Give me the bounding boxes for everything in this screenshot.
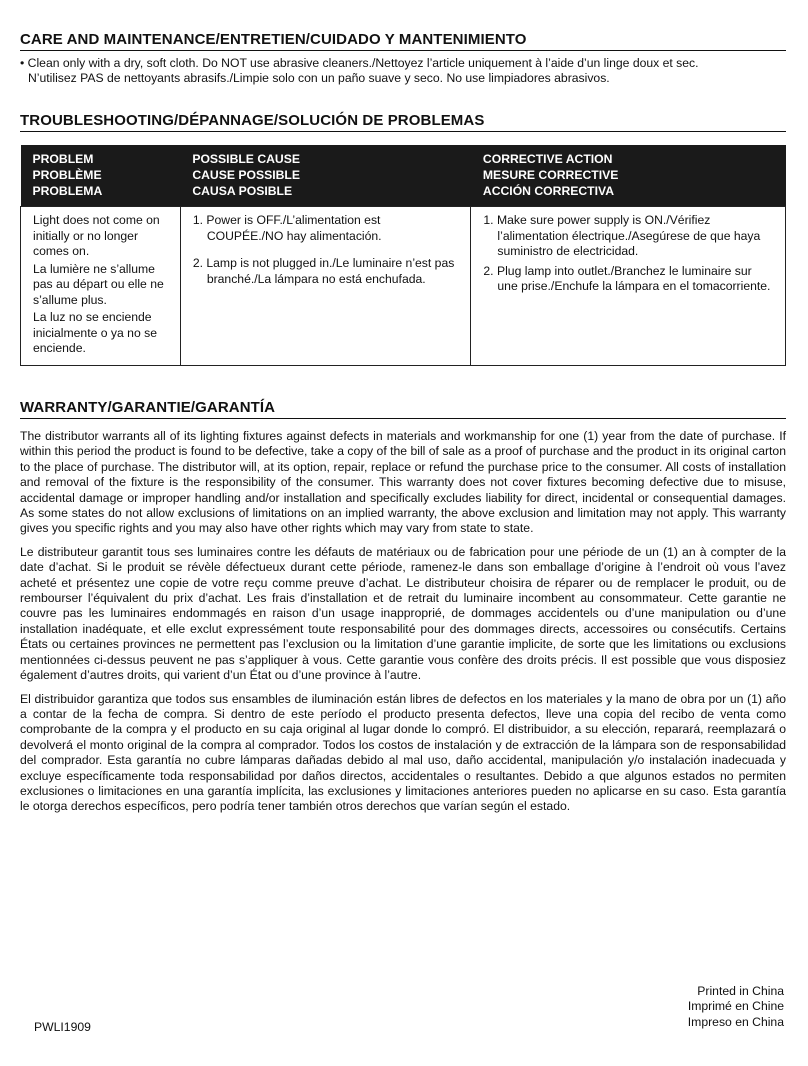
header-action: CORRECTIVE ACTION MESURE CORRECTIVE ACCIÓN CORRECTIVA — [471, 145, 786, 207]
document-code: PWLI1909 — [34, 1020, 91, 1034]
cause-1: 1. Power is OFF./L’alimentation est COUPÉE./NO hay alimentación. — [192, 213, 382, 243]
printed-in — [688, 984, 784, 1030]
care-text — [20, 56, 786, 86]
printed-en: Printed in China — [697, 984, 784, 998]
care-heading: CARE AND MAINTENANCE/ENTRETIEN/CUIDADO Y MANTENIMIENTO — [20, 31, 786, 51]
problem-cell — [21, 207, 181, 366]
action-cell — [471, 207, 786, 366]
warranty-spanish: El distribuidor garantiza que todos sus ensambles de iluminación están libres de defectos en los materiales y la mano de obra por un (1) año a contar de la fecha de compra. Si dentro de este período el producto presenta defectos, lleve una copia del recibo de venta como comprobante de la compra y el producto en su caja original al lugar donde lo compró. El distribuidor, a su elección, reparará, reemplazará o devolverá el monto original de la compra al comprador. Todos los costos de instalación y de extracción de la lámpara son de responsabilidad del comprador. Esta garantía no cubre lámparas dañadas debido al mal uso, daño accidental, manipulación y/o instalación inadecuada y excluye específicamente toda responsabilidad por daños directos, accidentales o resultantes. Debido a que algunos estados no permiten exclusiones o limitaciones en una garantía implícita, las exclusiones y limitaciones anteriores pueden no aplicarse en su caso. Esta garantía le otorga derechos específicos, pero podría tener también otros derechos que varían según el estado. — [20, 691, 786, 814]
table-row — [21, 207, 786, 366]
warranty-english: The distributor warrants all of its lighting fixtures against defects in materials and workmanship for one (1) year from the date of purchase. If within this period the product is found to be defective, take a copy of the bill of sale as a proof of purchase and the product in its original carton to the place of purchase. The distributor will, at its option, repair, replace or refund the purchase price to the consumer. All costs of installation and removal of the fixture is the responsibility of the consumer. This warranty does not cover fixtures becoming defective due to misuse, accidental damage or improper handling and/or installation and specifically excludes liability for direct, incidental or consequential damages. As some states do not allow exclusions of limitations on an implied warranty, the above exclusion and limitation may not apply. This warranty gives you specific rights and you may also have other rights which may vary from state to state. — [20, 429, 786, 536]
care-line-1: • Clean only with a dry, soft cloth. Do NOT use abrasive cleaners./Nettoyez l’article uniquement à l’aide d’un linge doux et sec. — [20, 56, 699, 70]
header-cause: POSSIBLE CAUSE CAUSE POSSIBLE CAUSA POSIBLE — [180, 145, 471, 207]
header-problem: PROBLEM PROBLÈME PROBLEMA — [21, 145, 181, 207]
warranty-heading: WARRANTY/GARANTIE/GARANTÍA — [20, 399, 786, 419]
problem-en: Light does not come on initially or no longer comes on. — [33, 213, 160, 258]
warranty-section — [20, 399, 786, 815]
table-header-row — [21, 145, 786, 207]
problem-fr: La lumière ne s’allume pas au départ ou elle ne s’allume plus. — [33, 261, 164, 307]
printed-fr: Imprimé en Chine — [687, 999, 784, 1014]
action-2: 2. Plug lamp into outlet./Branchez le luminaire sur une prise./Enchufe la lámpara en el tomacorriente. — [483, 263, 771, 293]
action-1: 1. Make sure power supply is ON./Vérifiez l’alimentation électrique./Asegúrese de que haya suministro de electricidad. — [483, 213, 761, 258]
cause-2: 2. Lamp is not plugged in./Le luminaire n’est pas branché./La lámpara no está enchufada. — [192, 256, 455, 286]
problem-es: La luz no se enciende inicialmente o ya no se enciende. — [33, 310, 157, 355]
troubleshooting-heading: TROUBLESHOOTING/DÉPANNAGE/SOLUCIÓN DE PROBLEMAS — [20, 112, 786, 132]
troubleshooting-table — [20, 145, 786, 366]
printed-es: Impreso en China — [687, 1014, 784, 1029]
care-line-2: N’utilisez PAS de nettoyants abrasifs./Limpie solo con un paño suave y seco. No use limpiadores abrasivos. — [28, 71, 610, 85]
care-section — [20, 31, 786, 86]
warranty-french: Le distributeur garantit tous ses luminaires contre les défauts de matériaux ou de fabrication pour une période de un (1) an à compter de la date d’achat. Si le produit se révèle défectueux durant cette période, ramenez-le dans son emballage d’origine à l’endroit où vous l’avez acheté et présentez une copie de votre reçu comme preuve d’achat. Le distributeur choisira de réparer ou de remplacer le produit, ou de rembourser l’équivalent du prix d’achat. Les frais d’installation et de retrait du luminaire incombent au consommateur. Cette garantie ne couvre pas les luminaires endommagés en raison d’un usage inapproprié, de dommages accidentels ou d’une manipulation ou d’une installation inadéquate, et elle exclut expressément toute responsabilité pour des dommages directs, accessoires ou consécutifs. Certains États ou certaines provinces ne permettent pas l’exclusion ou la limitation d’une garantie implicite, de sorte que les limitations ou exclusions mentionnées ci-dessus peuvent ne pas s’appliquer à vous. Cette garantie vous confère des droits précis. Il est possible que vous disposiez également d’autres droits, qui varient d’un État ou d’une province à l’autre. — [20, 544, 786, 683]
troubleshooting-section — [20, 112, 786, 366]
cause-cell — [180, 207, 471, 366]
